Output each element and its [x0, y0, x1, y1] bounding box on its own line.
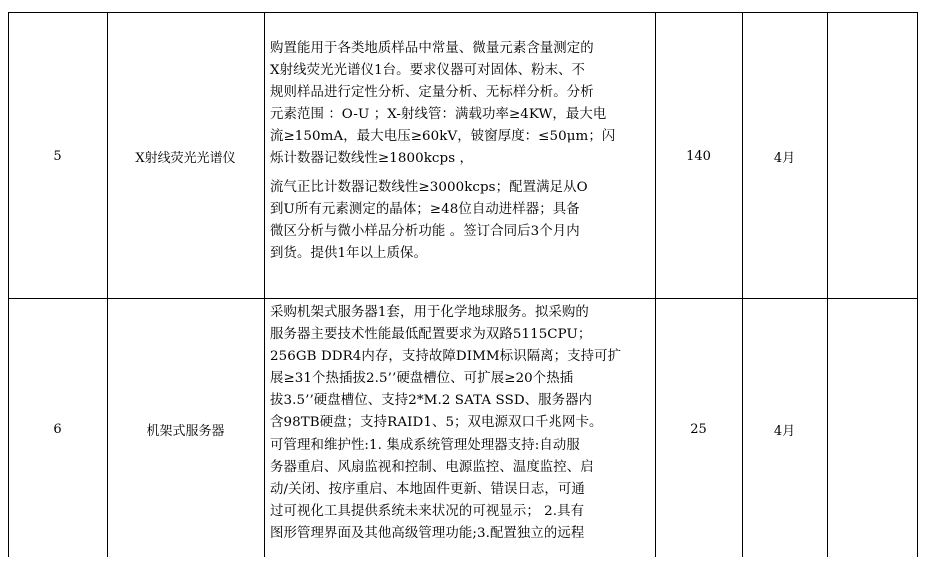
quantity-value: 140	[686, 148, 711, 164]
extra-cell	[827, 145, 917, 167]
equipment-description	[270, 302, 654, 545]
description-line: 拔3.5’’硬盘槽位、支持2*M.2 SATA SSD、服务器内	[270, 393, 593, 409]
row-divider	[8, 298, 918, 299]
description-line: 服务器主要技术性能最低配置要求为双路5115CPU；	[270, 327, 592, 343]
description-line: 元素范围 ：O-U ；X-射线管：满载功率≥4KW，最大电	[270, 107, 607, 123]
description-line: 含98TB硬盘；支持RAID1、5；双电源双口千兆网卡。	[270, 415, 603, 431]
description-line: 微区分析与微小样品分析功能 。签订合同后3个月内	[270, 223, 580, 239]
description-line: 烁计数器记数线性≥1800kcps ，	[270, 151, 474, 167]
description-line: 256GB DDR4内存，支持故障DIMM标识隔离；支持可扩	[270, 349, 622, 365]
table-border-top	[8, 12, 918, 13]
extra-cell	[827, 418, 917, 440]
equipment-name: 机架式服务器	[146, 423, 225, 439]
description-line: 动/关闭、按序重启、本地固件更新、错误日志，可通	[270, 481, 585, 497]
description-line: 可管理和维护性:1. 集成系统管理处理器支持:自动服	[270, 437, 580, 453]
description-line: 到U所有元素测定的晶体；≥48位自动进样器；具备	[270, 201, 580, 217]
equipment-description	[270, 38, 654, 265]
column-divider	[264, 12, 265, 557]
description-line: 规则样品进行定性分析、定量分析、无标样分析。分析	[270, 85, 594, 101]
description-line: X射线荧光光谱仪1台。要求仪器可对固体、粉末、不	[270, 63, 586, 79]
description-line: 流≥150mA，最大电压≥60kV，铍窗厚度：≤50μm；闪	[270, 129, 616, 145]
table-border-right	[917, 12, 918, 557]
description-line: 流气正比计数器记数线性≥3000kcps；配置满足从O	[270, 179, 588, 195]
delivery-month: 4月	[773, 150, 796, 166]
row-index: 6	[53, 421, 62, 437]
column-divider	[827, 12, 828, 557]
quantity-value: 25	[690, 421, 707, 437]
description-line: 购置能用于各类地质样品中常量、微量元素含量测定的	[270, 41, 594, 56]
equipment-name: X射线荧光光谱仪	[135, 150, 236, 166]
row-index: 5	[53, 148, 62, 164]
column-divider	[107, 12, 108, 557]
description-line: 到货。提供1年以上质保。	[270, 245, 428, 261]
delivery-month: 4月	[773, 423, 796, 439]
description-line: 图形管理界面及其他高级管理功能;3.配置独立的远程	[270, 525, 585, 541]
column-divider	[742, 12, 743, 557]
description-line: 采购机架式服务器1套，用于化学地球服务。拟采购的	[270, 305, 589, 320]
description-line: 展≥31个热插拔2.5’’硬盘槽位、可扩展≥20个热插	[270, 371, 574, 387]
column-divider	[655, 12, 656, 557]
table-border-left	[8, 12, 9, 557]
description-line: 务器重启、风扇监视和控制、电源监控、温度监控、启	[270, 459, 594, 475]
description-line: 过可视化工具提供系统未来状况的可视显示； 2.具有	[270, 503, 585, 519]
